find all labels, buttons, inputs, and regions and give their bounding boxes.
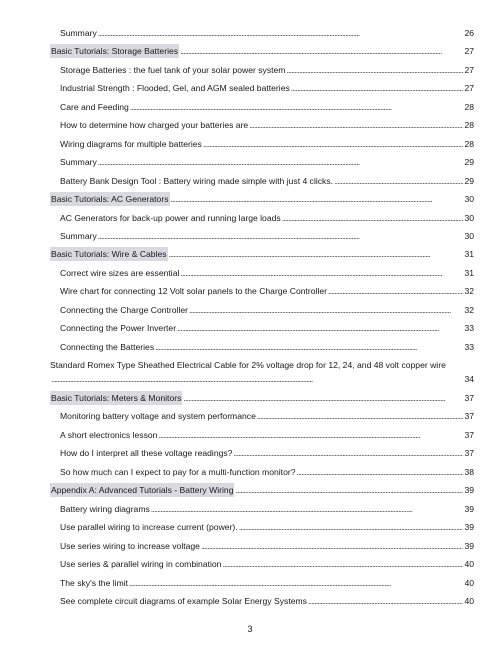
toc-entry-title: Basic Tutorials: Wire & Cables [51, 249, 167, 260]
toc-entry-page: 27 [464, 64, 474, 75]
toc-entry-line [50, 247, 474, 261]
toc-entry-line [60, 428, 474, 442]
toc-leader-dots [203, 137, 464, 151]
toc-entry-title: Connecting the Charge Controller [60, 304, 189, 315]
toc-entry-line [60, 303, 474, 317]
toc-leader-dots [239, 520, 464, 534]
toc-leader-dots [129, 576, 463, 590]
toc-entry-page: 37 [464, 429, 474, 440]
toc-entry-title: Standard Romex Type Sheathed Electrical Cable for 2% voltage drop for 12, 24, and 48 volt copper wire [50, 360, 446, 371]
toc-entry-line [60, 81, 474, 95]
toc-entry-line [60, 539, 474, 553]
toc-entry-page: 34 [464, 374, 474, 385]
toc-entry-title: Correct wire sizes are essential [60, 267, 180, 278]
toc-entry[interactable] [0, 174, 500, 188]
toc-entry-page: 33 [464, 323, 474, 334]
toc-leader-dots [291, 81, 464, 95]
toc-leader-dots [334, 174, 463, 188]
toc-leader-dots [155, 340, 463, 354]
toc-entry[interactable] [0, 303, 500, 317]
toc-entry-title: Use parallel wiring to increase current (power). [60, 522, 238, 533]
toc-entry-line [60, 321, 474, 335]
toc-entry-title: Connecting the Batteries [60, 341, 155, 352]
toc-entry-title: How do I interpret all these voltage readings? [60, 448, 233, 459]
toc-entry-title: Use series & parallel wiring in combination [60, 559, 222, 570]
toc-entry-page: 27 [464, 46, 474, 57]
toc-entry[interactable] [0, 557, 500, 571]
toc-entry-page: 29 [464, 175, 474, 186]
toc-entry-page: 39 [464, 522, 474, 533]
toc-entry[interactable] [0, 340, 500, 354]
toc-leader-dots [98, 26, 464, 40]
toc-entry[interactable] [0, 63, 500, 77]
toc-leader-dots [130, 100, 464, 114]
toc-entry-page: 40 [464, 577, 474, 588]
toc-entry[interactable] [0, 321, 500, 335]
toc-entry[interactable] [0, 428, 500, 442]
toc-entry[interactable] [0, 576, 500, 590]
toc-entry[interactable] [0, 229, 500, 243]
toc-leader-dots [158, 428, 463, 442]
toc-entry-line [60, 266, 474, 280]
toc-entry-page: 30 [464, 194, 474, 205]
toc-entry-line [60, 502, 474, 516]
toc-entry-title: Storage Batteries : the fuel tank of your solar power system [60, 64, 286, 75]
toc-entry-title: Industrial Strength : Flooded, Gel, and AGM sealed batteries [60, 83, 290, 94]
toc-leader-dots [222, 557, 463, 571]
toc-entry-title: Use series wiring to increase voltage [60, 540, 200, 551]
toc-entry-page: 37 [464, 411, 474, 422]
toc-entry-page: 39 [464, 485, 474, 496]
toc-entry-page: 33 [464, 341, 474, 352]
toc-entry-page: 38 [464, 466, 474, 477]
toc-entry[interactable] [0, 155, 500, 169]
toc-leader-dots [98, 155, 464, 169]
toc-entry-title: Summary [60, 28, 97, 38]
toc-leader-dots [235, 483, 463, 497]
toc-entry-line [60, 557, 474, 571]
toc-entry-page: 37 [464, 393, 474, 403]
toc-entry-title: Summary [60, 230, 97, 241]
toc-entry-line [60, 409, 474, 423]
toc-entry-line [60, 63, 474, 77]
toc-entry-title: Care and Feeding [60, 101, 129, 112]
toc-entry-line [50, 44, 474, 58]
toc-leader-dots [98, 229, 464, 243]
toc-entry-page: 28 [464, 138, 474, 149]
toc-entry-title: Wire chart for connecting 12 Volt solar panels to the Charge Controller [60, 286, 328, 297]
toc-entry-title: Basic Tutorials: Storage Batteries [51, 46, 179, 57]
toc-leader-dots [286, 63, 463, 77]
toc-entry[interactable] [0, 81, 500, 95]
toc-entry-page: 32 [464, 304, 474, 315]
toc-entry-leader-line [50, 372, 474, 386]
toc-entry-line [50, 391, 474, 405]
toc-entry-title: A short electronics lesson [60, 429, 158, 440]
toc-entry-page: 27 [464, 83, 474, 94]
toc-entry[interactable] [0, 266, 500, 280]
toc-entry[interactable] [0, 26, 500, 40]
toc-entry[interactable] [0, 118, 500, 132]
toc-entry[interactable] [0, 502, 500, 516]
toc-entry-line [60, 340, 474, 354]
toc-leader-dots [282, 211, 464, 225]
toc-entry-title: The sky's the limit [60, 577, 129, 588]
toc-entry[interactable] [0, 446, 500, 460]
toc-entry-line [60, 100, 474, 114]
toc-leader-dots [180, 266, 463, 280]
toc-leader-dots [328, 284, 463, 298]
toc-section-heading[interactable] [0, 391, 500, 405]
toc-entry-line [60, 137, 474, 151]
toc-entry-title: Connecting the Power Inverter [60, 323, 177, 334]
toc-entry-line [60, 118, 474, 132]
toc-entry-title: Monitoring battery voltage and system performance [60, 411, 256, 422]
toc-entry[interactable] [0, 465, 500, 479]
toc-entry-title: How to determine how charged your batteries are [60, 120, 249, 131]
toc-entry-line [60, 26, 474, 40]
toc-entry-title: So how much can I expect to pay for a multi-function monitor? [60, 466, 296, 477]
toc-entry-line [60, 174, 474, 188]
toc-entry[interactable] [0, 137, 500, 151]
toc-leader-dots [189, 303, 463, 317]
toc-entry-line [60, 155, 474, 169]
toc-leader-dots [249, 118, 463, 132]
toc-entry-title: Wiring diagrams for multiple batteries [60, 138, 202, 149]
toc-entry-line [60, 520, 474, 534]
toc-entry-line [60, 576, 474, 590]
toc-leader-dots [180, 44, 463, 58]
toc-leader-dots [201, 539, 463, 553]
toc-leader-dots [171, 192, 464, 206]
toc-entry-title: See complete circuit diagrams of example Solar Energy Systems [60, 595, 307, 606]
toc-entry-page: 29 [464, 157, 474, 168]
toc-entry[interactable] [0, 539, 500, 553]
toc-entry-line [60, 229, 474, 243]
toc-leader-dots [183, 391, 463, 405]
toc-entry-page: 32 [464, 286, 474, 297]
toc-leader-dots [257, 409, 464, 423]
toc-entry-page: 30 [464, 212, 474, 223]
toc-entry[interactable] [0, 409, 500, 423]
toc-entry[interactable] [0, 100, 500, 114]
toc-entry[interactable] [50, 358, 474, 386]
toc-entry-page: 37 [464, 448, 474, 459]
toc-entry-title: Summary [60, 157, 97, 168]
toc-entry-line [60, 284, 474, 298]
toc-entry-page: 40 [464, 595, 474, 606]
toc-entry-line [60, 465, 474, 479]
toc-section-heading[interactable] [0, 192, 500, 206]
toc-entry-page: 28 [464, 101, 474, 112]
toc-entry-page: 39 [464, 540, 474, 551]
toc-leader-dots [169, 247, 464, 261]
toc-entry-line [60, 211, 474, 225]
toc-leader-dots [297, 465, 464, 479]
toc-entry-page: 40 [464, 559, 474, 570]
toc-leader-dots [51, 372, 463, 386]
toc-entry-title: Basic Tutorials: Meters & Monitors [51, 393, 182, 403]
toc-entry-title: Battery Bank Design Tool : Battery wiring made simple with just 4 clicks. [60, 175, 334, 186]
toc-entry-page: 31 [464, 249, 474, 260]
toc-entry-title: AC Generators for back-up power and running large loads [60, 212, 281, 223]
toc-leader-dots [177, 321, 463, 335]
toc-entry-line [60, 594, 474, 608]
toc-entry-title: Basic Tutorials: AC Generators [51, 194, 169, 205]
toc-leader-dots [233, 446, 463, 460]
toc-entry-line [50, 192, 474, 206]
toc-entry-page: 30 [464, 230, 474, 241]
toc-entry[interactable] [0, 284, 500, 298]
toc-entry[interactable] [0, 211, 500, 225]
toc-entry[interactable] [0, 520, 500, 534]
toc-entry-page: 28 [464, 120, 474, 131]
toc-entry-line [60, 446, 474, 460]
toc-section-heading[interactable] [0, 44, 500, 58]
toc-entry[interactable] [0, 594, 500, 608]
toc-entry-title: Battery wiring diagrams [60, 503, 150, 514]
toc-section-heading[interactable] [0, 483, 500, 497]
toc-entry-title: Appendix A: Advanced Tutorials - Battery Wiring [51, 485, 234, 496]
toc-section-heading[interactable] [0, 247, 500, 261]
toc-leader-dots [151, 502, 464, 516]
toc-entry-page: 26 [464, 28, 474, 38]
page-number: 3 [247, 624, 253, 634]
toc-leader-dots [308, 594, 464, 608]
toc-entry-line [50, 483, 474, 497]
toc-entry-page: 31 [464, 267, 474, 278]
toc-entry-page: 39 [464, 503, 474, 514]
